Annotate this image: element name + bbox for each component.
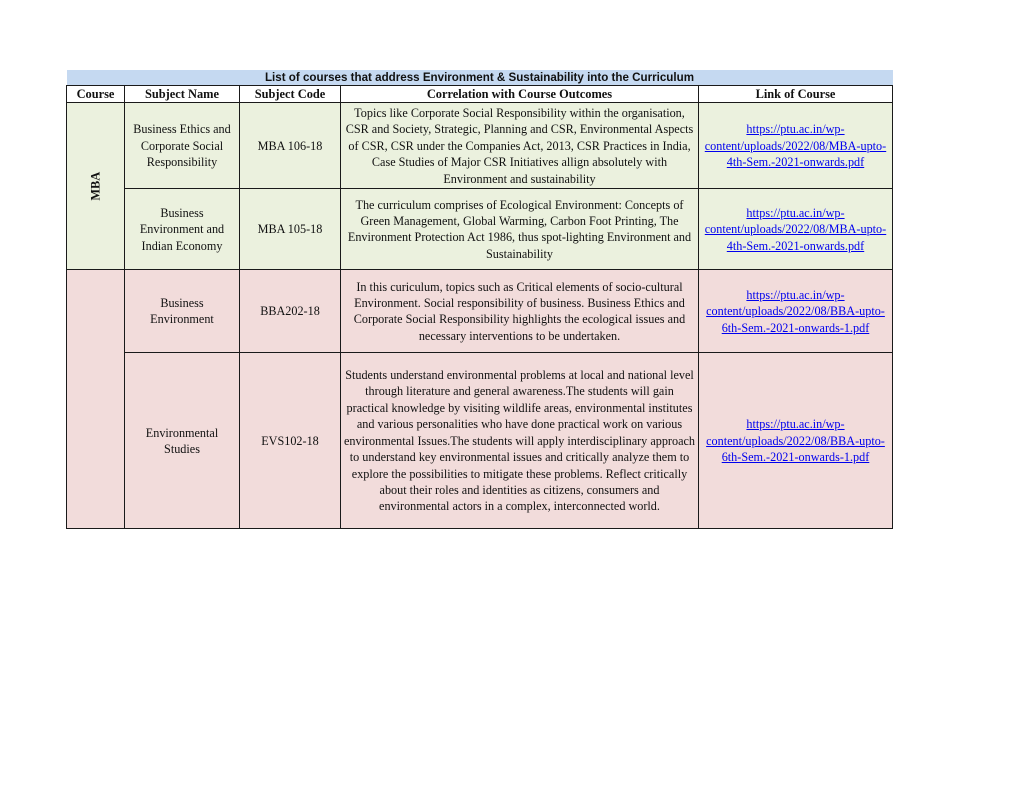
subject-code-cell: EVS102-18 xyxy=(240,353,341,529)
correlation-cell: The curriculum comprises of Ecological Environment: Concepts of Green Management, Global Warming, Carbon Foot Printing, The Environment Protection Act 1986, thus spot-lighting Environment and Sustainability xyxy=(341,189,699,270)
course-link[interactable]: https://ptu.ac.in/wp-content/uploads/2022/08/BBA-upto-6th-Sem.-2021-onwards-1.pdf xyxy=(706,287,885,335)
correlation-cell: Topics like Corporate Social Responsibility within the organisation, CSR and Society, Strategic, Planning and CSR, Environmental Aspects of CSR, CSR under the Companies Act, 2013, CSR Practices in India, Case Studies of Major CSR Initiatives allign absolutely with Environment and sustainability xyxy=(341,103,699,189)
course-link[interactable]: https://ptu.ac.in/wp-content/uploads/2022/08/BBA-upto-6th-Sem.-2021-onwards-1.pdf xyxy=(706,417,885,465)
table-row xyxy=(67,353,893,529)
header-correlation: Correlation with Course Outcomes xyxy=(341,86,699,103)
header-subject-code: Subject Code xyxy=(240,86,341,103)
correlation-cell: Students understand environmental problems at local and national level through literature and general awareness.The students will gain practical knowledge by visiting wildlife areas, environmental institutes and various personalities who have done practical work on various environmental Issues.The students will apply interdisciplinary approach to understand key environmental issues and critically analyze them to explore the possibilities to mitigate these problems. Reflect critically about their roles and identities as citizens, consumers and environmental actors in a complex, interconnected world. xyxy=(341,353,699,529)
subject-name-cell: Business Ethics and Corporate Social Responsibility xyxy=(125,103,240,189)
link-cell xyxy=(699,270,893,353)
course-cell-blank xyxy=(67,270,125,529)
subject-name-cell: Business Environment xyxy=(125,270,240,353)
header-link: Link of Course xyxy=(699,86,893,103)
subject-code-cell: MBA 106-18 xyxy=(240,103,341,189)
link-cell xyxy=(699,103,893,189)
correlation-cell: In this curiculum, topics such as Critical elements of socio-cultural Environment. Social responsibility of business. Business Ethics and Corporate Social Responsibility highlights the ecological issues and necessary interventions to be undertaken. xyxy=(341,270,699,353)
table-title-row xyxy=(67,70,893,86)
header-row xyxy=(67,86,893,103)
subject-name-cell: Environmental Studies xyxy=(125,353,240,529)
subject-code-cell: MBA 105-18 xyxy=(240,189,341,270)
table-row xyxy=(67,270,893,353)
table-row xyxy=(67,189,893,270)
header-subject-name: Subject Name xyxy=(125,86,240,103)
subject-name-cell: Business Environment and Indian Economy xyxy=(125,189,240,270)
course-link[interactable]: https://ptu.ac.in/wp-content/uploads/2022/08/MBA-upto-4th-Sem.-2021-onwards.pdf xyxy=(704,205,887,253)
link-cell xyxy=(699,353,893,529)
course-cell-mba xyxy=(67,103,125,270)
subject-code-cell: BBA202-18 xyxy=(240,270,341,353)
course-label: MBA xyxy=(88,171,103,201)
courses-table xyxy=(66,70,893,529)
table-title: List of courses that address Environment & Sustainability into the Curriculum xyxy=(67,70,893,86)
course-link[interactable]: https://ptu.ac.in/wp-content/uploads/2022/08/MBA-upto-4th-Sem.-2021-onwards.pdf xyxy=(704,122,887,170)
header-course: Course xyxy=(67,86,125,103)
link-cell xyxy=(699,189,893,270)
table-row xyxy=(67,103,893,189)
